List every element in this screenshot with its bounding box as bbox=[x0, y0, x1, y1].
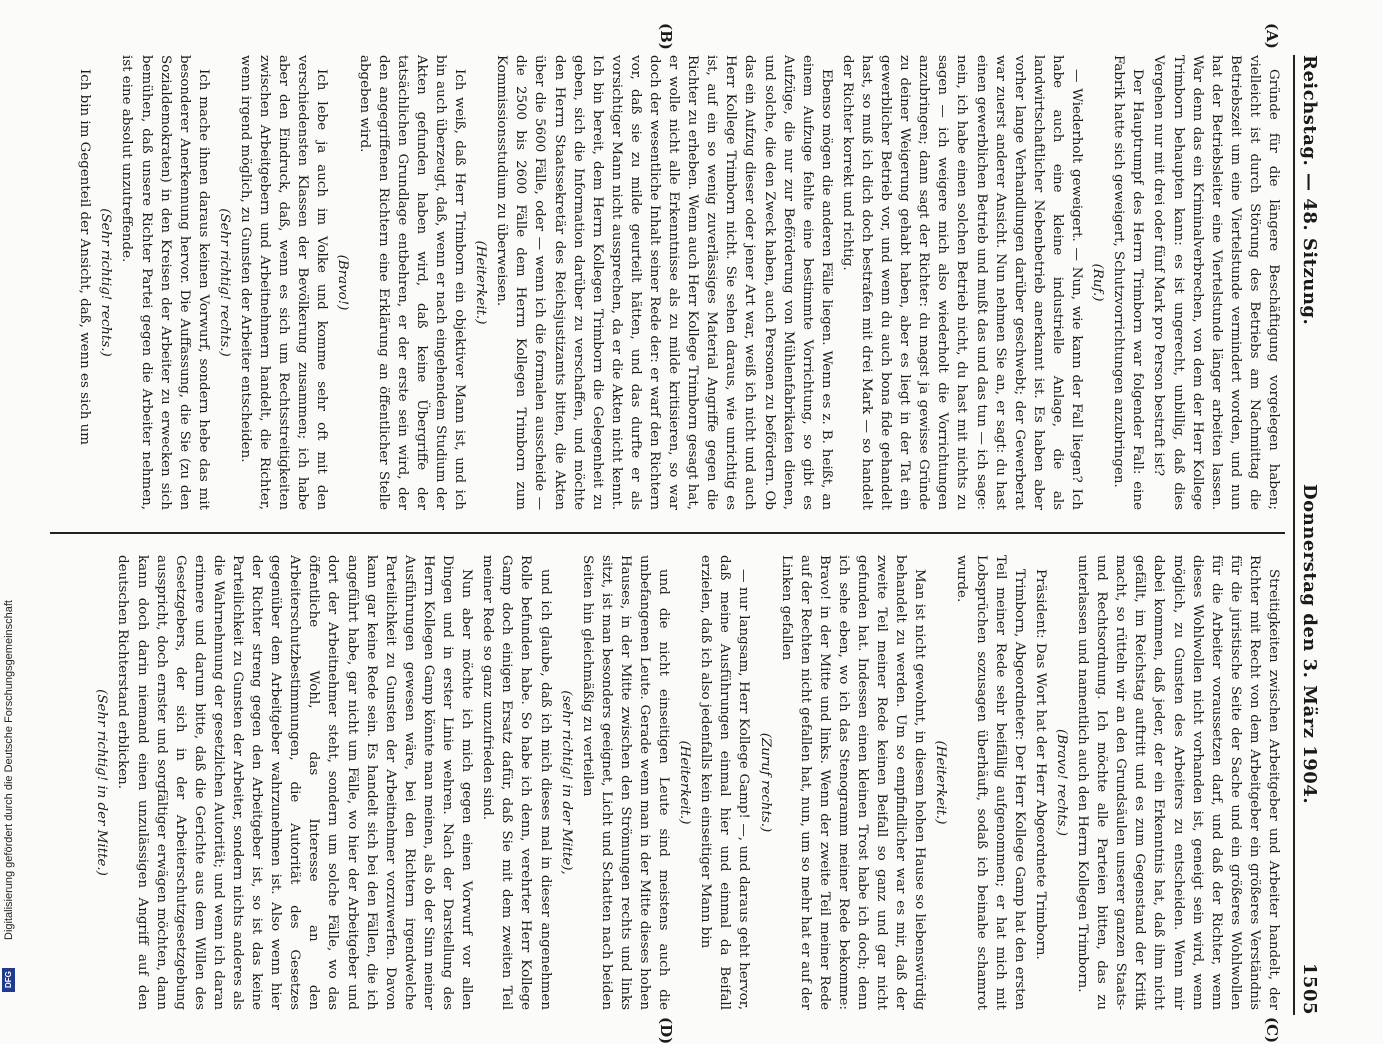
paragraph: und ich glaube, daß ich mich dieses mal in dieser angenehmen Rolle befunden habe. So habe ich denn, verehrter Herr Kollege Gamp doch einigen Ersatz dafür, daß Sie mit dem zweiten Teil meiner Rede so ganz unzufrieden sind. bbox=[480, 555, 553, 1010]
interjection: (Sehr richtig! rechts.) bbox=[98, 208, 114, 357]
paragraph: Der Hauptrumpf des Herrn Trimborn war folgender Fall: eine Fabrik hatte sich geweigert, Schutzvorrichtungen anzubringen. bbox=[1111, 55, 1146, 510]
right-column bbox=[53, 555, 1283, 1010]
page-number: 1505 bbox=[1299, 962, 1321, 1015]
paragraph: — Wiederholt geweigert. — Nun, wie kann der Fall liegen? Ich habe auch eine kleine industrielle Anlage, die als landwirtschaftlicher Nebenbetrieb anerkannt ist. Es haben aber vorher lange Verhandlungen darüber geschwebt; der Gewerberat war zuerst anderer Ansicht. Nun nehmen Sie an, er sagt: du hast einen gewerblichen Betrieb und mußt das und das tun — ich sage: nein, ich habe einen solchen Betrieb nicht, du hast mit nichts zu sagen — ich weigere mich also wiederholt die Vorrichtungen anzubringen; dann sagt der Richter: du magst ja gewisse Gründe zu deiner Weigerung gehabt haben, aber es liegt in der Tat ein gewerblicher Betrieb vor, und wenn du auch bona fide gehandelt hast, so muß ich dich doch bestrafen mit drei Mark — so handelt der Richter korrekt und richtig. bbox=[839, 55, 1085, 510]
page-header bbox=[1293, 55, 1325, 1015]
header-left: Reichstag. — 48. Sitzung. bbox=[1299, 55, 1321, 326]
paragraph: Ich bin im Gegenteil der Ansicht, daß, wenn es sich um bbox=[77, 69, 93, 445]
margin-mark-c: (C) bbox=[1263, 1017, 1281, 1044]
paragraph: Man ist nicht gewohnt, in diesem hohen Hause so liebenswürdig behandelt zu werden. Um so empfindlicher war es mir, daß der zweite Teil meiner Rede keinen Beifall so ganz und gar nicht gefunden hat. Indessen einen kleinen Trost habe ich doch; denn ich sehe eben, wo ich das Stenogramm meiner Rede bekomme: Bravo! in der Mitte und links. Wenn der zweite Teil meiner Rede auf der Rechten nicht gefallen hat, nun, um so mehr hat er auf der Linken gefallen bbox=[778, 555, 928, 1010]
left-column bbox=[53, 55, 1283, 510]
interjection: (Zuruf rechts.) bbox=[757, 732, 773, 833]
interjection: (sehr richtig! in der Mitte), bbox=[558, 690, 574, 875]
dfg-logo: DFG bbox=[2, 968, 15, 992]
paragraph: — nur langsam, Herr Kollege Gamp! —, und daraus geht hervor, daß meine Ausführungen einmal hier und einmal da Beifall erzielen, daß ich also jedenfalls kein einseitiger Mann bin bbox=[698, 555, 752, 1010]
interjection: (Sehr richtig! rechts.) bbox=[216, 208, 232, 357]
paragraph: Ebenso mögen die anderen Fälle liegen. Wenn es z. B. heißt, an einem Aufzuge fehlte eine bestimmte Vorrichtung, so gibt es Aufzüge, die nur zur Beförderung von Mühlenfabrikaten dienen, und solche, die den Zweck haben, auch Personen zu befördern. Ob das ein Aufzug dieser oder jener Art war, weiß ich nicht und auch Herr Kollege Trimborn nicht. Sie sehen daraus, wie unrichtig es ist, auf ein so wenig zuverlässiges Material Angriffe gegen die Richter zu erheben. Wenn auch Herr Kollege Trimborn gesagt hat, er wolle nicht alle Erkenntnisse als zu milde kritisieren, so war doch der wesentliche Inhalt seiner Rede der: er warf den Richtern vor, daß sie zu milde geurteilt hätten, und das durfte er als vorsichtiger Mann nicht aussprechen, da er die Akten nicht kennt. Ich bin bereit, dem Herrn Kollegen Trimborn die Gelegenheit zu geben, sich die Information darüber zu verschaffen, und möchte den Herrn Staatssekretär des Reichsjustizamts bitten, die Akten über die 5600 Fälle, oder — wenn ich die formalen ausscheide — die 2500 bis 2600 Fälle dem Herrn Kollegen Trimborn zum Kommissionsstudium zu überweisen. bbox=[494, 55, 834, 510]
margin-mark-b: (B) bbox=[657, 23, 675, 50]
paragraph: und die nicht einseitigen Leute sind meistens auch die unbefangenen Leute. Gerade wenn man in der Mitte dieses hohen Hauses, in der Mitte zwischen den Strömungen rechts und links sitzt, ist man besonders geeignet, Licht und Schatten nach beiden Seiten hin gleichmäßig zu verteilen bbox=[579, 555, 672, 1010]
paragraph: Streitigkeiten zwischen Arbeitgeber und Arbeiter handelt, der Richter mit Recht von dem Arbeitgeber ein größeres Verständnis für die juristische Seite der Sache und ein größeres Wohlwollen für die Arbeiter voraussetzen darf, und daß der Richter, wenn dieses Wohlwollen nicht vorhanden ist, geneigt sein wird, wenn möglich, zu Gunsten des Arbeiters zu entscheiden. Wenn mir dabei kommen, daß jeder, der ein Erkenntnis hat, daß ihm nicht gefällt, im Reichstag auftritt und es zum Gegenstand der Kritik macht, so rütteln wir an den Grundsäulen unserer ganzen Staats- und Rechtsordnung. Ich möchte alle Parteien bitten, das zu unterlassen und namentlich auch den Herrn Kollegen Trimborn. bbox=[1075, 555, 1281, 1010]
interjection: (Sehr richtig! in der Mitte.) bbox=[94, 689, 110, 876]
interjection: (Heiterkeit.) bbox=[677, 740, 693, 825]
interjection: (Heiterkeit.) bbox=[473, 240, 489, 325]
header-date: Donnerstag den 3. März 1904. bbox=[1299, 484, 1321, 805]
funding-sidebar: Digitalisierung gefördert durch die Deutsche Forschungsgemeinschaft bbox=[3, 600, 15, 940]
interjection: (Ruf.) bbox=[1090, 263, 1106, 302]
margin-mark-d: (D) bbox=[657, 1017, 675, 1044]
paragraph: Ich lebe ja auch im Volke und komme sehr oft mit den verschiedensten Klassen der Bevölkerung zusammen; ich habe aber den Eindruck, daß, wenn es sich um Rechtsstreitigkeiten zwischen Arbeitgebern und Arbeitnehmern handelt, die Richter, wenn irgend möglich, zu Gunsten der Arbeiter entscheiden. bbox=[238, 55, 330, 510]
rotated-page bbox=[25, 23, 1325, 1044]
paragraph: Gründe für die längere Beschäftigung vorgelegen haben; vielleicht ist durch Störung des Betriebs am Nachmittag die Betriebszeit um eine Viertelstunde vermindert worden, und nun hat der Betriebsleiter eine Viertelstunde länger arbeiten lassen. War denn das ein Kriminalverbrechen, von dem der Herr Kollege Trimborn behaupten kann: es ist ungerecht, unbillig, daß dies Vergehen nur mit drei oder fünf Mark pro Person bestraft ist? bbox=[1151, 55, 1281, 510]
paragraph: Ich weiß, daß Herr Trimborn ein objektiver Mann ist, und ich bin auch überzeugt, daß, wenn er nach eingehendem Studium der Akten gefunden haben wird, daß keine Übergriffe der tatsächlichen Grundlage entbehren, er der erste sein wird, der den angegriffenen Richtern eine Erklärung an öffentlicher Stelle abgeben wird. bbox=[356, 55, 468, 510]
interjection: (Heiterkeit.) bbox=[933, 740, 949, 825]
margin-mark-a: (A) bbox=[1263, 23, 1281, 49]
paragraph: Trimborn, Abgeordneter: Der Herr Kollege Gamp hat den ersten Teil meiner Rede sehr beifällig aufgenommen; er hat mich mit Lobsprüchen sozusagen überhäuft, sodaß ich beinahe schamrot wurde. bbox=[954, 555, 1027, 1010]
paragraph: Nun aber möchte ich mich gegen einen Vorwurf vor allen Dingen und in erster Linie wehren. Nach der Darstellung des Herrn Kollegen Gamp könnte man meinen, als ob der Sinn meiner Ausführungen gewesen wäre, bei den Richtern irgendwelche Parteilichkeit zu Gunsten der Arbeitnehmer vorzuwerfen. Davon kann gar keine Rede sein. Es handelt sich bei den Fällen, die ich angeführt habe, gar nicht um Fälle, wo hier der Arbeitgeber und dort der Arbeitnehmer steht, sondern um solche Fälle, wo das öffentliche Wohl, das Interesse an den Arbeiterschutzbestimmungen, die Autorität des Gesetzes gegenüber dem Arbeitgeber wahrzunehmen ist. Also wenn hier der Richter streng gegen den Arbeitgeber ist, so ist das keine Parteilichkeit zu Gunsten der Arbeiter, sondern nichts anderes als die Wahrnehmung der gesetzlichen Autorität; und wenn ich daran erinnere und darum bitte, daß die Gerichte aus dem Willen des Gesetzgebers, der sich in der Arbeiterschutzgesetzgebung ausspricht, doch ernster und sorgfältiger erwägen möchten, dann kann doch darin niemand einen unzulässigen Angriff auf den deutschen Richterstand erblicken. bbox=[115, 555, 475, 1010]
paragraph: Präsident: Das Wort hat der Herr Abgeordnete Trimborn. bbox=[1032, 569, 1048, 960]
interjection: (Bravo! rechts.) bbox=[1053, 729, 1069, 836]
paragraph: Ich mache ihnen daraus keinen Vorwurf, sondern hebe das mit besonderer Anerkennung hervor. Die Auffassung, die Sie (zu den Sozialdemokraten) in den Kreisen der Arbeiter zu erwecken sich bemühen, daß unsere Richter Partei gegen die Arbeiter nehmen, ist eine absolut unzutreffende. bbox=[119, 55, 211, 510]
column-divider bbox=[50, 532, 1285, 534]
interjection: (Bravo!) bbox=[335, 254, 351, 311]
